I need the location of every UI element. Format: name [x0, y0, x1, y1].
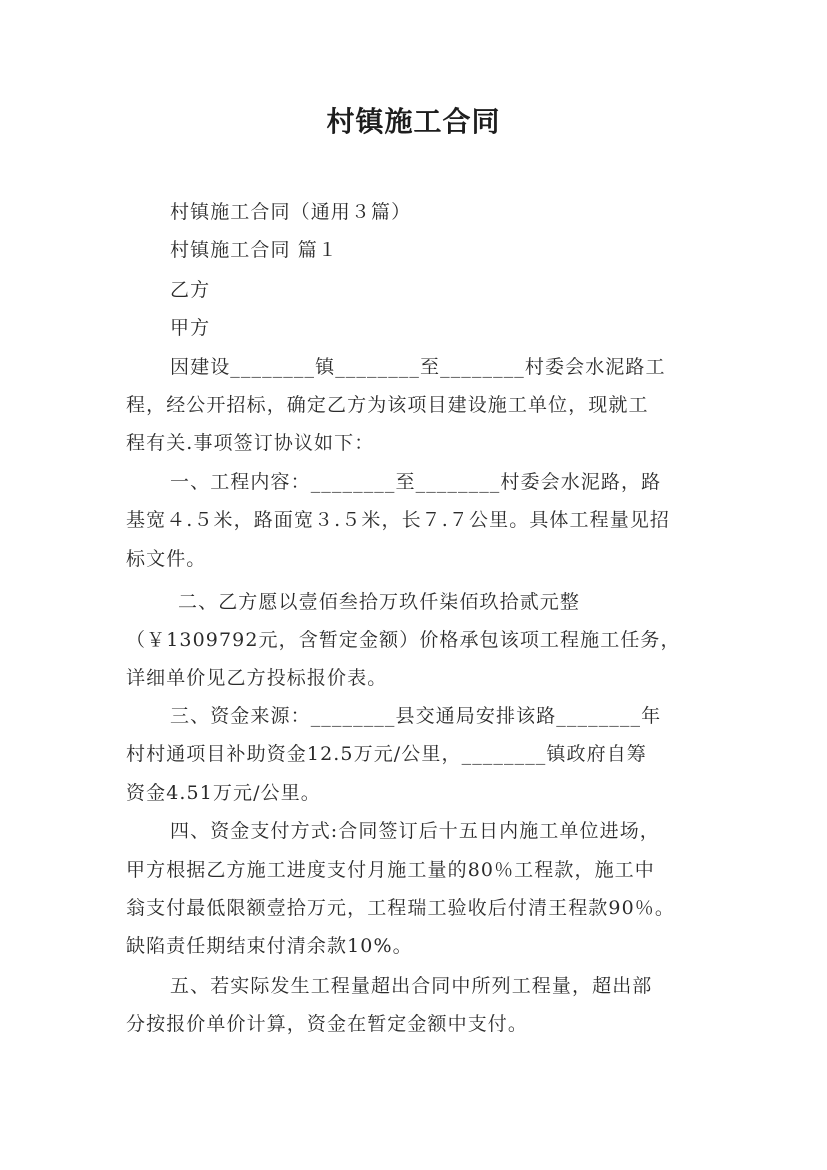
text-line-2: 村镇施工合同 篇１: [170, 239, 338, 261]
text-line-19: 翁支付最低限额壹拾万元，工程瑞工验收后付清王程款90％。: [126, 897, 675, 919]
text-line-17: 四、资金支付方式:合同签订后十五日内施工单位进场，: [170, 820, 660, 842]
text-line-13: 详细单价见乙方投标报价表。: [126, 667, 388, 689]
document-title: 村镇施工合同: [326, 105, 501, 138]
text-line-11: 二、乙方愿以壹佰叁拾万玖仟柒佰玖拾贰元整: [178, 591, 581, 613]
text-line-16: 资金4.51万元/公里。: [126, 782, 321, 804]
text-line-21: 五、若实际发生工程量超出合同中所列工程量，超出部: [170, 975, 653, 997]
text-line-4: 甲方: [170, 317, 211, 339]
text-line-15: 村村通项目补助资金12.5万元/公里，________镇政府自筹: [126, 743, 647, 765]
text-line-10: 标文件。: [126, 548, 207, 570]
text-line-20: 缺陷责任期结束付清余款10%。: [126, 935, 413, 957]
text-line-14: 三、资金来源：________县交通局安排该路________年: [170, 705, 662, 727]
text-line-12: （￥1309792元，含暂定金额）价格承包该项工程施工任务，: [126, 629, 681, 651]
text-line-8: 一、工程内容：________至________村委会水泥路，路: [170, 471, 662, 493]
text-line-22: 分按报价单价计算，资金在暂定金额中支付。: [126, 1013, 529, 1035]
text-line-3: 乙方: [170, 279, 211, 301]
text-line-7: 程有关.事项签订协议如下：: [126, 432, 375, 454]
text-line-9: 基宽４.５米，路面宽３.５米，长７.７公里。具体工程量见招: [126, 509, 671, 531]
text-line-5: 因建设________镇________至________村委会水泥路工: [170, 356, 666, 378]
text-line-18: 甲方根据乙方施工进度支付月施工量的80％工程款，施工中: [126, 859, 655, 881]
text-line-1: 村镇施工合同（通用３篇）: [170, 201, 412, 223]
text-line-6: 程，经公开招标，确定乙方为该项目建设施工单位，现就工: [126, 394, 649, 416]
